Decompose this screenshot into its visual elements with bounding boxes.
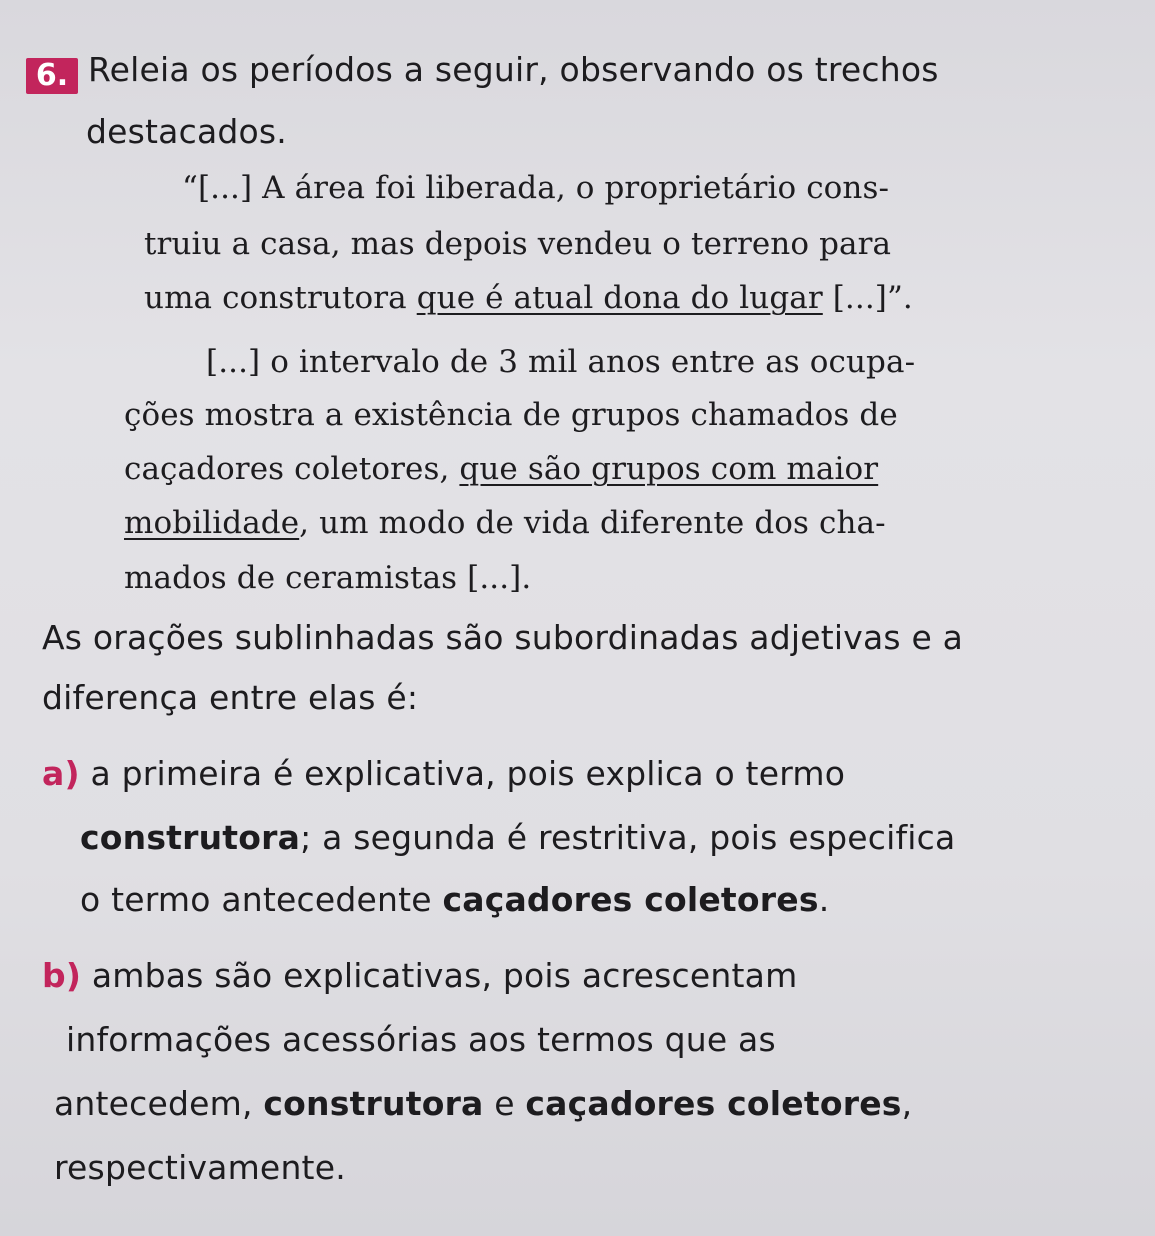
option-b-text-1: ambas são explicativas, pois acrescentam [91,956,798,995]
option-b-term-cacadores: caçadores coletores [525,1084,902,1123]
option-a-line-1 [42,754,845,793]
option-a-term-cacadores: caçadores coletores [442,880,819,919]
option-b-letter: b) [42,956,82,995]
quote2-line-3 [124,451,878,487]
option-b-term-construtora: construtora [263,1084,484,1123]
option-a-text-3: o termo antecedente [80,880,443,919]
option-a-text-3-end: . [818,880,830,919]
quote1-line-3 [144,280,913,316]
option-a-term-construtora: construtora [80,818,301,857]
quote1-line-3-plain: uma construtora [144,280,417,316]
quote2-line-1: [...] o intervalo de 3 mil anos entre as ocupa- [206,344,916,380]
option-b-line-4: respectivamente. [54,1148,346,1187]
quote2-line-2: ções mostra a existência de grupos chamados de [124,397,898,433]
quote2-line-4-end: , um modo de vida diferente dos cha- [299,505,886,541]
quote2-underlined-clause-part-1: que são grupos com maior [459,451,879,487]
quote1-underlined-clause: que é atual dona do lugar [416,280,823,316]
option-a-text-1: a primeira é explicativa, pois explica o termo [90,754,846,793]
option-a-letter: a) [42,754,80,793]
quote1-line-2: truiu a casa, mas depois vendeu o terreno para [144,226,892,262]
quote2-underlined-clause-part-2: mobilidade [124,505,300,541]
question-prompt-line-2: destacados. [86,112,287,151]
option-b-text-3: antecedem, [54,1084,264,1123]
quote2-line-5: mados de ceramistas [...]. [124,560,532,596]
option-a-line-2 [80,818,955,857]
question-prompt-line-1: Releia os períodos a seguir, observando os trechos [88,50,939,89]
option-a-line-3 [80,880,829,919]
option-b-text-3-mid: e [483,1084,526,1123]
option-a-text-2: ; a segunda é restritiva, pois especifica [300,818,956,857]
quote2-line-4 [124,505,886,541]
option-b-line-3 [54,1084,912,1123]
question-number-badge: 6. [26,58,78,94]
quote2-line-3-plain: caçadores coletores, [124,451,460,487]
statement-line-2: diferença entre elas é: [42,678,419,717]
option-b-line-1 [42,956,797,995]
quote1-line-3-end: [...]”. [822,280,913,316]
quote1-line-1: “[...] A área foi liberada, o proprietário cons- [182,170,890,206]
option-b-line-2: informações acessórias aos termos que as [66,1020,776,1059]
statement-line-1: As orações sublinhadas são subordinadas adjetivas e a [42,618,964,657]
option-b-text-3-end: , [901,1084,913,1123]
